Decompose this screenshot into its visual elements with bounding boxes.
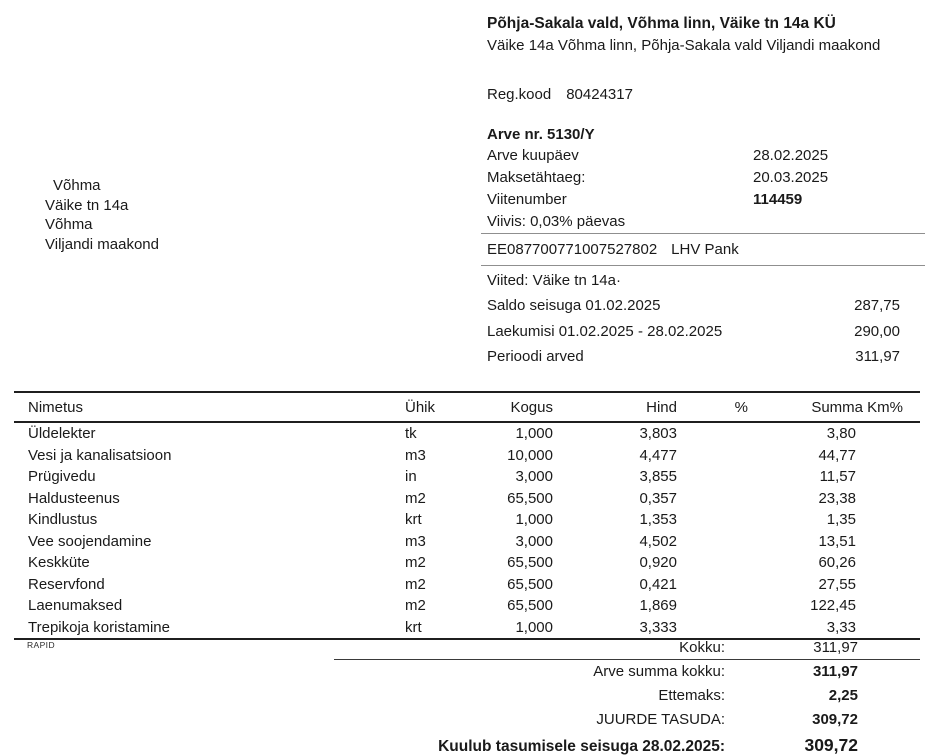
table-cell: 4,477	[639, 446, 677, 464]
table-cell: 0,421	[639, 575, 677, 593]
bank-name: LHV Pank	[671, 241, 739, 258]
table-row	[14, 531, 920, 553]
table-cell	[677, 466, 748, 488]
table-row	[14, 466, 920, 488]
table-row	[14, 595, 920, 617]
invoice-meta-row	[487, 167, 920, 189]
summary-row	[330, 708, 920, 732]
bank-account-line	[487, 234, 920, 265]
reg-code-value: 80424317	[566, 86, 633, 103]
table-row	[14, 617, 920, 640]
invoice-meta-value: 20.03.2025	[753, 169, 829, 186]
issuer-address: Väike 14a Võhma linn, Põhja-Sakala vald Viljandi maakond	[487, 37, 881, 54]
invoice-number: Arve nr. 5130/Y	[487, 126, 595, 143]
recipient-address	[45, 176, 159, 254]
table-cell: 3,000	[515, 468, 553, 485]
table-cell: 3,855	[639, 468, 677, 485]
col-header-hind: Hind	[553, 392, 677, 422]
table-cell: 60,26	[818, 554, 856, 571]
invoice-meta-value: 114459	[753, 191, 803, 208]
table-cell: Prügivedu	[28, 468, 96, 485]
summary-label: JUURDE TASUDA:	[596, 711, 725, 728]
table-header-row	[14, 392, 920, 422]
table-cell	[677, 531, 748, 553]
table-cell: m3	[405, 532, 426, 550]
table-cell: 44,77	[818, 446, 856, 464]
summary-value: 311,97	[813, 639, 858, 656]
balance-label: Perioodi arved	[487, 348, 584, 365]
summary-rows	[330, 637, 920, 755]
summary-label: Kuulub tasumisele seisuga 28.02.2025:	[438, 738, 725, 755]
col-header-summa: Summa Km%	[748, 392, 920, 422]
table-cell	[677, 488, 748, 510]
recipient-line: Väike tn 14a	[45, 196, 129, 214]
table-cell: 1,000	[515, 425, 553, 442]
table-row	[14, 509, 920, 531]
iban-value: EE087700771007527802	[487, 241, 658, 258]
recipient-line: Võhma	[45, 216, 93, 234]
balance-rows	[487, 293, 920, 370]
balance-row	[487, 344, 920, 370]
table-cell: 1,000	[515, 618, 553, 636]
balance-label: Saldo seisuga 01.02.2025	[487, 297, 661, 314]
table-cell: 4,502	[639, 532, 677, 550]
table-cell	[677, 595, 748, 617]
table-cell: 11,57	[819, 468, 856, 485]
table-cell: Reservfond	[28, 575, 105, 593]
table-cell: Kindlustus	[28, 511, 98, 528]
recipient-line: Võhma	[53, 177, 101, 194]
invoice-meta-label: Maksetähtaeg:	[487, 169, 586, 186]
table-cell: 13,51	[818, 532, 856, 550]
table-cell: in	[405, 468, 417, 485]
reg-code-line	[487, 85, 920, 105]
table-cell: 23,38	[818, 489, 856, 507]
table-cell: Trepikoja koristamine	[28, 618, 170, 636]
balance-label: Laekumisi 01.02.2025 - 28.02.2025	[487, 322, 723, 340]
table-cell: 3,803	[639, 425, 677, 442]
table-cell	[677, 445, 748, 467]
table-cell: 3,33	[826, 618, 856, 636]
balance-value: 290,00	[854, 322, 900, 340]
table-cell: m2	[405, 489, 426, 507]
issuer-title: Põhja-Sakala vald, Võhma linn, Väike tn 14a KÜ	[487, 15, 836, 32]
divider-line	[481, 265, 925, 266]
summary-value: 309,72	[804, 735, 858, 755]
table-cell: krt	[405, 618, 422, 636]
table-cell: 3,000	[515, 532, 553, 550]
invoice-meta-row	[487, 145, 920, 167]
balance-row	[487, 319, 920, 345]
balance-value: 287,75	[854, 297, 900, 314]
table-cell: 122,45	[810, 597, 856, 614]
balance-value: 311,97	[855, 348, 900, 365]
software-watermark: RAPID	[27, 640, 55, 650]
table-cell: m2	[405, 597, 426, 614]
table-cell: 65,500	[507, 575, 553, 593]
table-cell	[677, 422, 748, 445]
table-cell: 10,000	[507, 446, 553, 464]
summary-row	[330, 684, 920, 708]
summary-label: Arve summa kokku:	[593, 663, 725, 680]
table-cell: Haldusteenus	[28, 489, 120, 507]
table-cell: 3,333	[639, 618, 677, 636]
summary-value: 2,25	[828, 687, 858, 704]
table-row	[14, 445, 920, 467]
invoice-items-table	[14, 391, 920, 640]
summary-value: 309,72	[812, 711, 858, 728]
table-cell: Vesi ja kanalisatsioon	[28, 446, 172, 464]
summary-row	[330, 637, 920, 659]
summary-label: Ettemaks:	[658, 687, 725, 704]
table-row	[14, 488, 920, 510]
table-cell: Laenumaksed	[28, 597, 123, 614]
table-cell: 27,55	[818, 575, 856, 593]
table-cell	[677, 574, 748, 596]
invoice-header-block	[487, 14, 920, 370]
late-fee-line: Viivis: 0,03% päevas	[487, 213, 626, 230]
col-header-nimetus: Nimetus	[14, 392, 392, 422]
col-header-percent: %	[677, 392, 748, 422]
balance-row	[487, 293, 920, 319]
reference-line: Viited: Väike tn 14a·	[487, 272, 621, 289]
table-cell: 1,35	[826, 511, 856, 528]
summary-label: Kokku:	[679, 639, 725, 656]
table-row	[14, 552, 920, 574]
table-cell	[677, 552, 748, 574]
table-cell: tk	[405, 425, 417, 442]
summary-row	[330, 732, 920, 755]
invoice-meta-rows	[487, 145, 920, 211]
invoice-meta-row	[487, 189, 920, 211]
table-cell: m2	[405, 575, 426, 593]
invoice-meta-value: 28.02.2025	[753, 147, 829, 164]
table-cell: 1,869	[639, 597, 677, 614]
invoice-meta-label: Viitenumber	[487, 191, 567, 208]
table-cell: Keskküte	[28, 554, 90, 571]
table-row	[14, 574, 920, 596]
summary-value: 311,97	[812, 663, 858, 680]
summary-row	[330, 660, 920, 684]
table-cell: 1,353	[639, 511, 677, 528]
table-cell: m3	[405, 446, 426, 464]
table-cell: 65,500	[507, 597, 553, 614]
table-cell: Vee soojendamine	[28, 532, 152, 550]
table-cell: 65,500	[507, 554, 553, 571]
recipient-line: Viljandi maakond	[45, 235, 159, 253]
table-cell: 0,357	[639, 489, 677, 507]
reg-code-label: Reg.kood	[487, 86, 552, 103]
table-cell: Üldelekter	[28, 425, 96, 442]
table-cell: krt	[405, 511, 422, 528]
col-header-uhik: Ühik	[392, 392, 497, 422]
table-cell	[677, 509, 748, 531]
table-row	[14, 422, 920, 445]
items-table-body	[14, 422, 920, 639]
table-cell: m2	[405, 554, 426, 571]
invoice-meta-label: Arve kuupäev	[487, 147, 579, 164]
table-cell: 3,80	[826, 425, 856, 442]
table-cell: 1,000	[515, 511, 553, 528]
col-header-kogus: Kogus	[497, 392, 553, 422]
table-cell: 65,500	[507, 489, 553, 507]
table-cell	[677, 617, 748, 640]
table-cell: 0,920	[639, 554, 677, 571]
